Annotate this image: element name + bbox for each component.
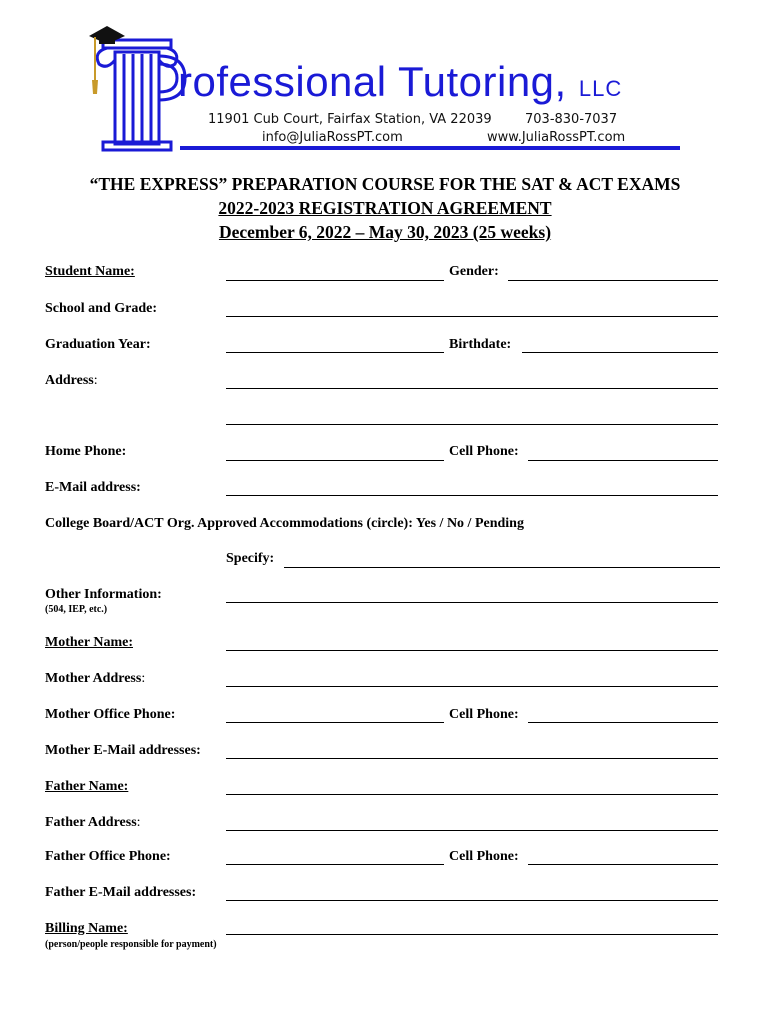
school-grade-field[interactable] [226, 316, 718, 317]
address-field-line-1[interactable] [226, 388, 718, 389]
title-line-2: 2022-2023 REGISTRATION AGREEMENT [218, 198, 552, 218]
home-phone-label: Home Phone: [45, 444, 127, 459]
father-address-label [45, 815, 141, 831]
father-address-label-colon: : [136, 815, 141, 830]
title-line-1: “THE EXPRESS” PREPARATION COURSE FOR THE SAT & ACT EXAMS [89, 174, 681, 194]
birthdate-label: Birthdate: [449, 337, 512, 352]
billing-name-label: Billing Name: [45, 921, 128, 936]
gender-label: Gender: [449, 264, 499, 279]
other-info-label: Other Information: [45, 587, 162, 602]
mother-office-phone-label: Mother Office Phone: [45, 707, 176, 722]
father-address-label-text: Father Address [45, 815, 137, 830]
mother-email-field[interactable] [226, 758, 718, 759]
document-title [0, 172, 770, 244]
email-field[interactable] [226, 495, 718, 496]
school-grade-label: School and Grade: [45, 301, 158, 316]
mother-email-label: Mother E-Mail addresses: [45, 743, 201, 758]
company-website: www.JuliaRossPT.com [487, 130, 626, 145]
father-email-field[interactable] [226, 900, 718, 901]
billing-name-note: (person/people responsible for payment) [45, 939, 217, 950]
mother-address-label [45, 671, 145, 687]
gender-field[interactable] [508, 280, 718, 281]
mother-name-label: Mother Name: [45, 635, 133, 650]
student-name-field[interactable] [226, 280, 444, 281]
birthdate-field[interactable] [522, 352, 718, 353]
billing-name-field[interactable] [226, 934, 718, 935]
mother-cell-phone-label: Cell Phone: [449, 707, 519, 722]
mother-address-label-colon: : [141, 671, 146, 686]
company-email: info@JuliaRossPT.com [262, 130, 403, 145]
specify-field[interactable] [284, 567, 720, 568]
graduation-year-label: Graduation Year: [45, 337, 151, 352]
address-label [45, 373, 98, 389]
address-field-line-2[interactable] [226, 424, 718, 425]
mother-name-field[interactable] [226, 650, 718, 651]
father-email-label: Father E-Mail addresses: [45, 885, 197, 900]
address-label-colon: : [93, 373, 98, 388]
email-label: E-Mail address: [45, 480, 141, 495]
father-office-phone-field[interactable] [226, 864, 444, 865]
mother-cell-phone-field[interactable] [528, 722, 718, 723]
brand-suffix: LLC [578, 76, 623, 101]
mother-address-field[interactable] [226, 686, 718, 687]
title-line-3: December 6, 2022 – May 30, 2023 (25 weeks) [218, 222, 552, 242]
father-name-label: Father Name: [45, 779, 129, 794]
father-address-field[interactable] [226, 830, 718, 831]
specify-label: Specify: [226, 551, 275, 566]
father-name-field[interactable] [226, 794, 718, 795]
mother-office-phone-field[interactable] [226, 722, 444, 723]
cell-phone-field[interactable] [528, 460, 718, 461]
other-info-field[interactable] [226, 602, 718, 603]
address-label-text: Address [45, 373, 94, 388]
accommodations-label: College Board/ACT Org. Approved Accommodations (circle): Yes / No / Pending [45, 516, 524, 531]
company-name [178, 58, 622, 106]
father-cell-phone-label: Cell Phone: [449, 849, 519, 864]
cell-phone-label: Cell Phone: [449, 444, 519, 459]
student-name-label: Student Name: [45, 264, 135, 279]
home-phone-field[interactable] [226, 460, 444, 461]
company-phone: 703-830-7037 [525, 112, 618, 127]
other-info-note: (504, IEP, etc.) [45, 604, 108, 615]
company-address: 11901 Cub Court, Fairfax Station, VA 22039 [208, 112, 492, 127]
graduation-year-field[interactable] [226, 352, 444, 353]
father-cell-phone-field[interactable] [528, 864, 718, 865]
father-office-phone-label: Father Office Phone: [45, 849, 171, 864]
mother-address-label-text: Mother Address [45, 671, 142, 686]
brand-name-text: rofessional Tutoring, [178, 58, 567, 105]
